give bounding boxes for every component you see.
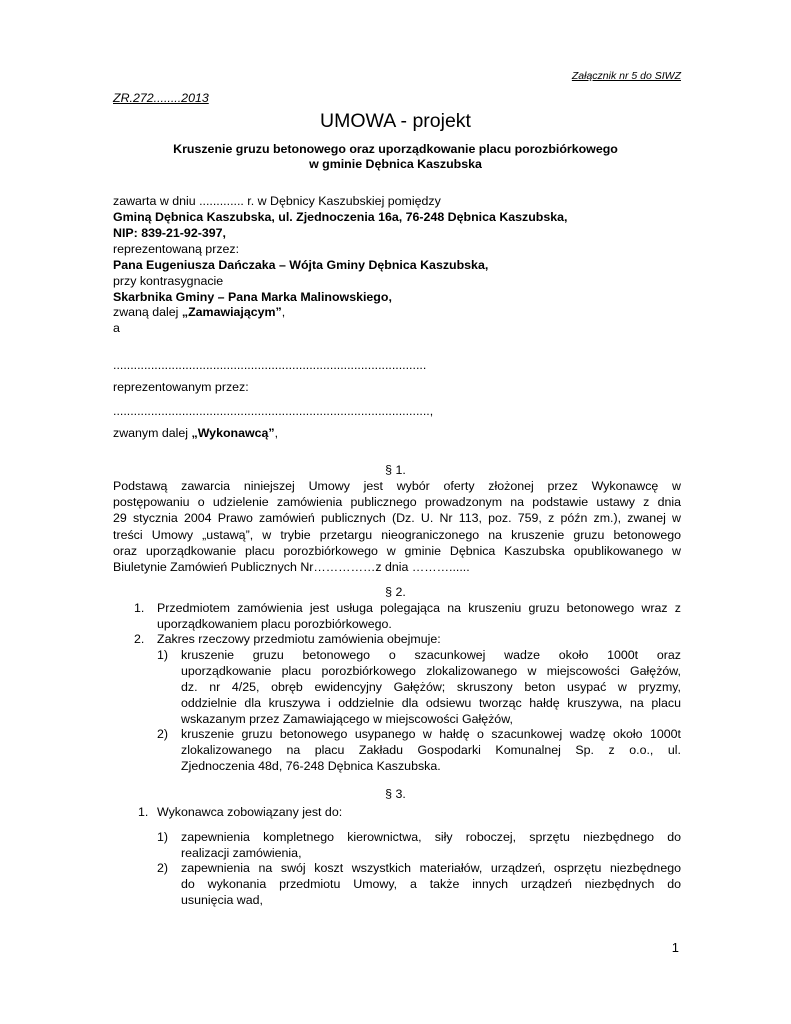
section-2-subitem-1 [181, 648, 681, 728]
contractor-blank: ........................................................................................... [113, 358, 427, 372]
item-line: kruszenie gruzu betonowego usypanego w hałdę o szacunkowej wadzę około 1000t [181, 727, 681, 741]
contractor-representative-blank: ............................................................................................, [113, 404, 434, 418]
item-line: realizacji zamówienia, [181, 846, 302, 860]
section-1-heading: § 1. [385, 463, 406, 477]
list-number: 2) [157, 727, 169, 741]
list-number: 1) [157, 648, 169, 662]
ordering-party-alias [113, 305, 285, 320]
item-line: usunięcia wad, [181, 893, 263, 907]
section-3-subitem-1 [181, 830, 681, 862]
item-line: Przedmiotem zamówienia jest usługa polegająca na kruszeniu gruzu betonowego wraz z [157, 601, 681, 615]
section-2-item-1 [157, 601, 681, 633]
reference-number: ZR.272........2013 [113, 91, 209, 105]
item-line: do wykonania przedmiotu Umowy, a także innych urządzeń niezbędnych do [181, 877, 681, 891]
item-line: zapewnienia na swój koszt wszystkich materiałów, urządzeń, osprzętu niezbędnego [181, 861, 681, 875]
ordering-party-nip: NIP: 839-21-92-397, [113, 226, 226, 240]
contractor-represented-label: reprezentowanym przez: [113, 380, 249, 394]
item-line: oddzielnie dla kruszywa i oddzielnie dla odsiewu tworząc hałdę kruszywa, na placu [181, 696, 681, 710]
item-line: Wykonawca zobowiązany jest do: [157, 805, 343, 819]
section-2-heading: § 2. [385, 585, 406, 599]
conjunction: a [113, 321, 120, 335]
contract-date-line: zawarta w dniu ............. r. w Dębnicy Kaszubskiej pomiędzy [113, 194, 441, 208]
item-line: Zakres rzeczowy przedmiotu zamówienia obejmuje: [157, 632, 441, 646]
subtitle-line: Kruszenie gruzu betonowego oraz uporządkowanie placu porozbiórkowego [173, 142, 618, 156]
item-line: dz. nr 4/25, obręb ewidencyjny Gałężów; skruszony beton usypać w pryzmy, [181, 680, 681, 694]
alias-prefix: zwaną dalej [113, 305, 182, 319]
subtitle-line: w gminie Dębnica Kaszubska [309, 157, 482, 171]
alias-name: „Wykonawcą” [191, 426, 275, 440]
alias-prefix: zwanym dalej [113, 426, 192, 440]
document-title: UMOWA - projekt [320, 110, 471, 132]
paragraph-line: Podstawą zawarcia niniejszej Umowy jest wybór oferty złożonej przez Wykonawcę w [113, 479, 681, 493]
page-number: 1 [671, 940, 679, 955]
alias-suffix: , [281, 305, 286, 319]
item-line: wskazanym przez Zamawiającego w miejscowości Gałężów, [181, 712, 513, 726]
item-line: zlokalizowanego na placu Zakładu Gospodarki Komunalnej Sp. z o.o., ul. [181, 743, 681, 757]
item-line: uporządkowanie placu porozbiórkowego zlokalizowanego w miejscowości Gałężów, [181, 664, 681, 678]
paragraph-line: 29 stycznia 2004 Prawo zamówień publicznych (Dz. U. Nr 113, poz. 759, z późn zm.), zwanej w [113, 511, 681, 526]
countersignature-label: przy kontrasygnacie [113, 274, 224, 288]
item-line: uporządkowaniem placu porozbiórkowego. [157, 617, 392, 631]
paragraph-line: oraz uporządkowanie placu porozbiórkowego w gminie Dębnica Kaszubska opublikowanego w [113, 543, 681, 558]
list-number: 1. [138, 805, 149, 819]
section-3-subitem-2 [181, 861, 681, 909]
alias-name: „Zamawiającym” [181, 305, 282, 319]
section-3-heading: § 3. [385, 787, 406, 801]
represented-by-label: reprezentowaną przez: [113, 242, 240, 256]
ordering-party-name: Gminą Dębnica Kaszubska, ul. Zjednoczenia 16a, 76-248 Dębnica Kaszubska, [113, 210, 568, 224]
paragraph-line: Biuletynie Zamówień Publicznych Nr……………z dnia ………...... [113, 559, 470, 574]
paragraph-line: postępowaniu o udzielenie zamówienia publicznego prowadzonym na podstawie ustawy z dnia [113, 495, 681, 510]
alias-suffix: , [274, 426, 279, 440]
item-line: zapewnienia kompletnego kierownictwa, siły roboczej, sprzętu niezbędnego do [181, 830, 681, 844]
list-number: 2. [134, 632, 145, 646]
section-2-subitem-2 [181, 727, 681, 775]
list-number: 2) [157, 861, 169, 875]
representative-name: Pana Eugeniusza Dańczaka – Wójta Gminy Dębnica Kaszubska, [113, 258, 489, 272]
contractor-alias [113, 426, 278, 441]
paragraph-line: treści Umowy „ustawą”, w trybie przetargu nieograniczonego na kruszenie gruzu betonowego [113, 527, 681, 542]
attachment-label: Załącznik nr 5 do SIWZ [571, 70, 681, 82]
item-line: kruszenie gruzu betonowego o szacunkowej wadze około 1000t oraz [181, 648, 681, 662]
treasurer-name: Skarbnika Gminy – Pana Marka Malinowskiego, [113, 290, 392, 304]
document-subtitle [0, 142, 791, 172]
section-3-item-1 [157, 805, 681, 821]
list-number: 1) [157, 830, 169, 844]
list-number: 1. [134, 601, 145, 615]
section-1-paragraph [113, 478, 681, 575]
item-line: Zjednoczenia 48d, 76-248 Dębnica Kaszubska. [181, 759, 441, 773]
section-2-item-2 [157, 632, 681, 648]
